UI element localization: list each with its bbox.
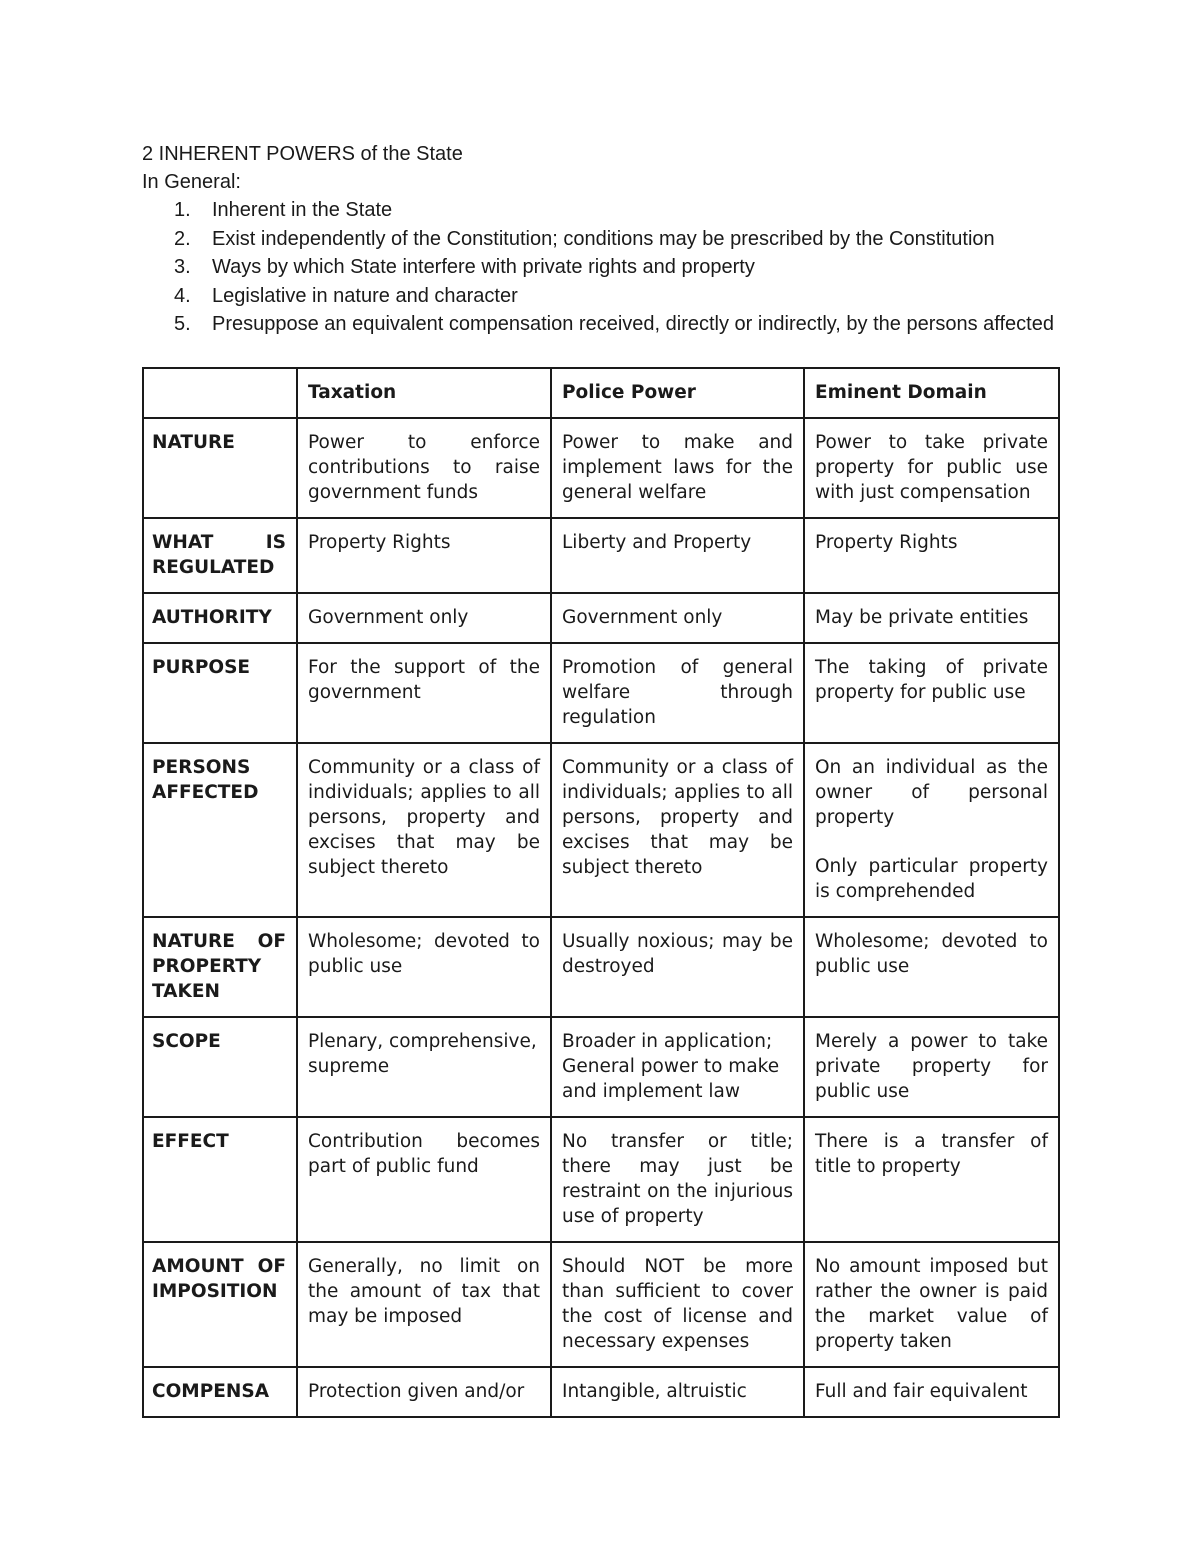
table-cell: Intangible, altruistic xyxy=(551,1367,804,1417)
table-cell: Power to enforce contributions to raise government funds xyxy=(297,418,551,518)
list-text: Legislative in nature and character xyxy=(212,284,518,307)
page-content xyxy=(142,140,1058,1418)
row-label: PURPOSE xyxy=(143,643,297,743)
table-row xyxy=(143,743,1059,917)
table-cell: Liberty and Property xyxy=(551,518,804,593)
header-police-power: Police Power xyxy=(551,368,804,418)
table-cell: Community or a class of individuals; applies to all persons, property and excises that may be subject thereto xyxy=(551,743,804,917)
table-cell: Wholesome; devoted to public use xyxy=(297,917,551,1017)
table-row xyxy=(143,1117,1059,1242)
list-number: 1. xyxy=(174,199,191,221)
table-cell: Contribution becomes part of public fund xyxy=(297,1117,551,1242)
list-item xyxy=(142,310,1058,339)
cell-paragraph: Only particular property is comprehended xyxy=(815,855,1048,902)
table-cell: Plenary, comprehensive, supreme xyxy=(297,1017,551,1117)
inherent-powers-list xyxy=(142,196,1058,339)
list-number: 5. xyxy=(174,313,191,335)
table-cell: No transfer or title; there may just be restraint on the injurious use of property xyxy=(551,1117,804,1242)
list-item xyxy=(142,196,1058,225)
list-item xyxy=(142,225,1058,254)
table-cell: Promotion of general welfare through regulation xyxy=(551,643,804,743)
list-text: Ways by which State interfere with private rights and property xyxy=(212,256,755,278)
list-item xyxy=(142,282,1058,311)
row-label: PERSONS AFFECTED xyxy=(143,743,297,917)
table-row xyxy=(143,593,1059,643)
table-cell: The taking of private property for public use xyxy=(804,643,1059,743)
table-row xyxy=(143,518,1059,593)
list-number: 2. xyxy=(174,227,191,250)
row-label: COMPENSA xyxy=(143,1367,297,1417)
table-row xyxy=(143,643,1059,743)
row-label: AMOUNT OF IMPOSITION xyxy=(143,1242,297,1367)
row-label: NATURE OF PROPERTY TAKEN xyxy=(143,917,297,1017)
table-cell: May be private entities xyxy=(804,593,1059,643)
table-cell: Property Rights xyxy=(297,518,551,593)
table-cell: There is a transfer of title to property xyxy=(804,1117,1059,1242)
table-row xyxy=(143,418,1059,518)
row-label: SCOPE xyxy=(143,1017,297,1117)
table-cell: Government only xyxy=(297,593,551,643)
table-cell: No amount imposed but rather the owner is paid the market value of property taken xyxy=(804,1242,1059,1367)
row-label: EFFECT xyxy=(143,1117,297,1242)
table-cell: Community or a class of individuals; applies to all persons, property and excises that may be subject thereto xyxy=(297,743,551,917)
header-eminent-domain: Eminent Domain xyxy=(804,368,1059,418)
document-subtitle: In General: xyxy=(142,171,241,193)
table-cell xyxy=(804,743,1059,917)
table-header-row xyxy=(143,368,1059,418)
row-label: AUTHORITY xyxy=(143,593,297,643)
table-cell: Property Rights xyxy=(804,518,1059,593)
table-cell: Merely a power to take private property for public use xyxy=(804,1017,1059,1117)
table-cell: Wholesome; devoted to public use xyxy=(804,917,1059,1017)
header-taxation: Taxation xyxy=(297,368,551,418)
table-cell: Power to take private property for public use with just compensation xyxy=(804,418,1059,518)
list-text: Inherent in the State xyxy=(212,199,393,221)
table-cell: Power to make and implement laws for the general welfare xyxy=(551,418,804,518)
table-row xyxy=(143,1017,1059,1117)
list-text: Exist independently of the Constitution; conditions may be prescribed by the Constitution xyxy=(212,227,995,250)
table-cell: Should NOT be more than sufficient to cover the cost of license and necessary expenses xyxy=(551,1242,804,1367)
row-label: WHAT IS REGULATED xyxy=(143,518,297,593)
table-cell: Full and fair equivalent xyxy=(804,1367,1059,1417)
cell-paragraph: On an individual as the owner of personal property xyxy=(815,756,1048,828)
table-cell: Generally, no limit on the amount of tax that may be imposed xyxy=(297,1242,551,1367)
row-label: NATURE xyxy=(143,418,297,518)
list-number: 4. xyxy=(174,284,191,307)
table-row xyxy=(143,917,1059,1017)
table-row xyxy=(143,1367,1059,1417)
list-number: 3. xyxy=(174,256,191,278)
table-row xyxy=(143,1242,1059,1367)
list-item xyxy=(142,253,1058,282)
table-cell: For the support of the government xyxy=(297,643,551,743)
table-cell: Protection given and/or xyxy=(297,1367,551,1417)
header-corner-cell xyxy=(143,368,297,418)
table-cell: Government only xyxy=(551,593,804,643)
powers-comparison-table xyxy=(142,367,1060,1418)
document-title: 2 INHERENT POWERS of the State xyxy=(142,143,463,165)
table-cell: Usually noxious; may be destroyed xyxy=(551,917,804,1017)
table-cell: Broader in application; General power to make and implement law xyxy=(551,1017,804,1117)
list-text: Presuppose an equivalent compensation received, directly or indirectly, by the persons affected xyxy=(212,313,1054,335)
